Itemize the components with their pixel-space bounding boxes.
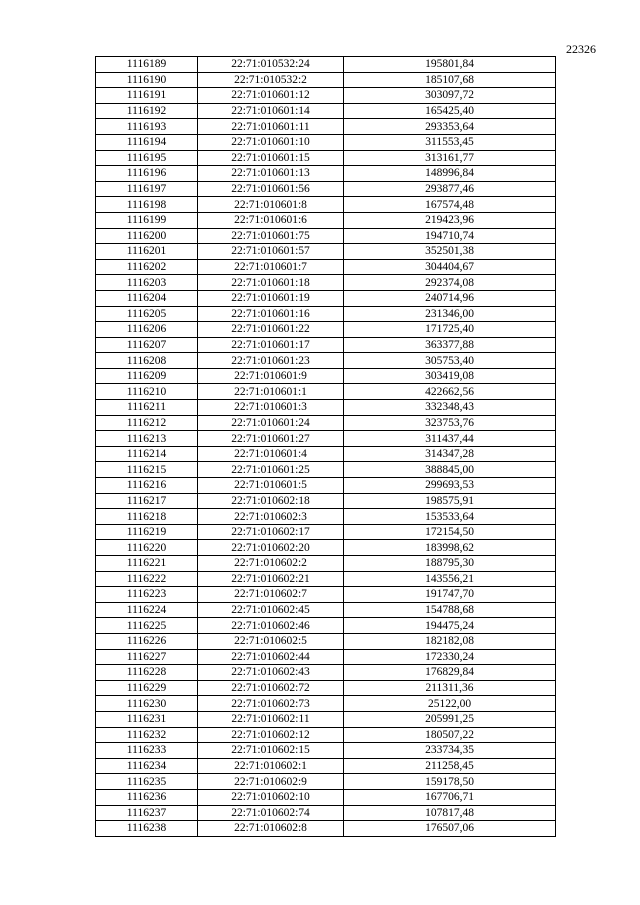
cadastral-number-cell: 22:71:010601:7 [198,259,344,275]
table-row [96,556,556,572]
row-number-cell: 1116217 [96,493,198,509]
row-number-cell: 1116226 [96,633,198,649]
cadastral-value-cell: 293877,46 [344,181,556,197]
table-row [96,322,556,338]
cadastral-number-cell: 22:71:010601:56 [198,181,344,197]
table-row [96,212,556,228]
cadastral-value-cell: 299693,53 [344,478,556,494]
row-number-cell: 1116222 [96,571,198,587]
cadastral-value-cell: 194475,24 [344,618,556,634]
cadastral-value-cell: 363377,88 [344,337,556,353]
cadastral-value-cell: 422662,56 [344,384,556,400]
cadastral-value-cell: 304404,67 [344,259,556,275]
table-row [96,743,556,759]
cadastral-number-cell: 22:71:010602:15 [198,743,344,759]
cadastral-value-cell: 154788,68 [344,602,556,618]
cadastral-number-cell: 22:71:010601:57 [198,244,344,260]
row-number-cell: 1116189 [96,57,198,73]
row-number-cell: 1116190 [96,72,198,88]
table-row [96,571,556,587]
row-number-cell: 1116200 [96,228,198,244]
row-number-cell: 1116193 [96,119,198,135]
table-row [96,633,556,649]
cadastral-value-cell: 352501,38 [344,244,556,260]
row-number-cell: 1116198 [96,197,198,213]
cadastral-value-cell: 303419,08 [344,368,556,384]
row-number-cell: 1116237 [96,805,198,821]
cadastral-value-cell: 25122,00 [344,696,556,712]
table-row [96,524,556,540]
table-row [96,696,556,712]
row-number-cell: 1116204 [96,290,198,306]
cadastral-value-cell: 171725,40 [344,322,556,338]
cadastral-number-cell: 22:71:010602:46 [198,618,344,634]
table-row [96,166,556,182]
cadastral-number-cell: 22:71:010602:18 [198,493,344,509]
cadastral-value-cell: 195801,84 [344,57,556,73]
cadastral-number-cell: 22:71:010601:5 [198,478,344,494]
cadastral-value-cell: 194710,74 [344,228,556,244]
cadastral-number-cell: 22:71:010602:11 [198,711,344,727]
cadastral-number-cell: 22:71:010601:1 [198,384,344,400]
table-row [96,353,556,369]
table-row [96,384,556,400]
row-number-cell: 1116230 [96,696,198,712]
cadastral-number-cell: 22:71:010601:9 [198,368,344,384]
cadastral-number-cell: 22:71:010601:75 [198,228,344,244]
cadastral-value-cell: 233734,35 [344,743,556,759]
cadastral-value-cell: 180507,22 [344,727,556,743]
cadastral-value-cell: 107817,48 [344,805,556,821]
table-row [96,789,556,805]
cadastral-value-cell: 182182,08 [344,633,556,649]
table-row [96,181,556,197]
cadastral-value-cell: 211258,45 [344,758,556,774]
row-number-cell: 1116235 [96,774,198,790]
table-row [96,665,556,681]
cadastral-number-cell: 22:71:010601:3 [198,400,344,416]
cadastral-number-cell: 22:71:010601:24 [198,415,344,431]
row-number-cell: 1116207 [96,337,198,353]
cadastral-value-cell: 323753,76 [344,415,556,431]
cadastral-value-cell: 153533,64 [344,509,556,525]
cadastral-number-cell: 22:71:010602:8 [198,821,344,837]
row-number-cell: 1116224 [96,602,198,618]
cadastral-number-cell: 22:71:010602:12 [198,727,344,743]
cadastral-value-table [95,56,556,837]
table-row [96,134,556,150]
cadastral-value-cell: 188795,30 [344,556,556,572]
cadastral-value-cell: 292374,08 [344,275,556,291]
cadastral-number-cell: 22:71:010601:12 [198,88,344,104]
cadastral-number-cell: 22:71:010532:24 [198,57,344,73]
row-number-cell: 1116206 [96,322,198,338]
table-row [96,727,556,743]
cadastral-number-cell: 22:71:010601:11 [198,119,344,135]
table-row [96,88,556,104]
cadastral-value-cell: 293353,64 [344,119,556,135]
cadastral-value-cell: 143556,21 [344,571,556,587]
cadastral-value-cell: 303097,72 [344,88,556,104]
table-row [96,774,556,790]
table-row [96,150,556,166]
row-number-cell: 1116229 [96,680,198,696]
cadastral-value-cell: 311437,44 [344,431,556,447]
table-row [96,540,556,556]
table-row [96,290,556,306]
row-number-cell: 1116225 [96,618,198,634]
cadastral-value-cell: 159178,50 [344,774,556,790]
row-number-cell: 1116194 [96,134,198,150]
table-row [96,711,556,727]
cadastral-value-cell: 388845,00 [344,462,556,478]
row-number-cell: 1116238 [96,821,198,837]
table-row [96,805,556,821]
row-number-cell: 1116196 [96,166,198,182]
cadastral-value-cell: 176507,06 [344,821,556,837]
row-number-cell: 1116219 [96,524,198,540]
cadastral-number-cell: 22:71:010602:45 [198,602,344,618]
cadastral-number-cell: 22:71:010532:2 [198,72,344,88]
cadastral-value-cell: 191747,70 [344,587,556,603]
cadastral-value-cell: 231346,00 [344,306,556,322]
row-number-cell: 1116201 [96,244,198,260]
cadastral-number-cell: 22:71:010601:14 [198,103,344,119]
cadastral-number-cell: 22:71:010601:8 [198,197,344,213]
cadastral-number-cell: 22:71:010602:72 [198,680,344,696]
cadastral-number-cell: 22:71:010602:43 [198,665,344,681]
row-number-cell: 1116232 [96,727,198,743]
cadastral-value-cell: 172154,50 [344,524,556,540]
cadastral-value-cell: 205991,25 [344,711,556,727]
table-row [96,493,556,509]
cadastral-value-cell: 240714,96 [344,290,556,306]
cadastral-value-cell: 183998,62 [344,540,556,556]
row-number-cell: 1116221 [96,556,198,572]
cadastral-value-cell: 176829,84 [344,665,556,681]
table-row [96,649,556,665]
row-number-cell: 1116228 [96,665,198,681]
row-number-cell: 1116191 [96,88,198,104]
table-row [96,275,556,291]
table-row [96,337,556,353]
cadastral-number-cell: 22:71:010601:6 [198,212,344,228]
table-row [96,680,556,696]
cadastral-value-cell: 165425,40 [344,103,556,119]
table-row [96,244,556,260]
cadastral-number-cell: 22:71:010601:10 [198,134,344,150]
row-number-cell: 1116215 [96,462,198,478]
cadastral-value-cell: 185107,68 [344,72,556,88]
table-row [96,103,556,119]
table-row [96,478,556,494]
cadastral-number-cell: 22:71:010601:17 [198,337,344,353]
table-row [96,72,556,88]
table-row [96,602,556,618]
cadastral-number-cell: 22:71:010601:27 [198,431,344,447]
cadastral-number-cell: 22:71:010602:9 [198,774,344,790]
table-row [96,228,556,244]
row-number-cell: 1116195 [96,150,198,166]
cadastral-number-cell: 22:71:010601:22 [198,322,344,338]
row-number-cell: 1116214 [96,446,198,462]
cadastral-number-cell: 22:71:010601:4 [198,446,344,462]
cadastral-number-cell: 22:71:010601:25 [198,462,344,478]
cadastral-number-cell: 22:71:010601:19 [198,290,344,306]
page-number: 22326 [566,42,596,56]
table-row [96,821,556,837]
cadastral-value-cell: 167706,71 [344,789,556,805]
row-number-cell: 1116208 [96,353,198,369]
table-row [96,431,556,447]
table-row [96,509,556,525]
cadastral-value-cell: 148996,84 [344,166,556,182]
table-row [96,446,556,462]
cadastral-number-cell: 22:71:010602:73 [198,696,344,712]
row-number-cell: 1116218 [96,509,198,525]
row-number-cell: 1116199 [96,212,198,228]
table-row [96,758,556,774]
cadastral-number-cell: 22:71:010602:20 [198,540,344,556]
cadastral-number-cell: 22:71:010602:2 [198,556,344,572]
cadastral-value-cell: 198575,91 [344,493,556,509]
row-number-cell: 1116233 [96,743,198,759]
row-number-cell: 1116223 [96,587,198,603]
row-number-cell: 1116236 [96,789,198,805]
cadastral-value-cell: 311553,45 [344,134,556,150]
table-row [96,306,556,322]
cadastral-number-cell: 22:71:010602:3 [198,509,344,525]
row-number-cell: 1116211 [96,400,198,416]
cadastral-number-cell: 22:71:010602:21 [198,571,344,587]
table-row [96,259,556,275]
cadastral-value-cell: 172330,24 [344,649,556,665]
cadastral-value-cell: 314347,28 [344,446,556,462]
cadastral-number-cell: 22:71:010601:18 [198,275,344,291]
row-number-cell: 1116209 [96,368,198,384]
cadastral-number-cell: 22:71:010602:17 [198,524,344,540]
row-number-cell: 1116203 [96,275,198,291]
row-number-cell: 1116231 [96,711,198,727]
cadastral-value-cell: 305753,40 [344,353,556,369]
cadastral-value-cell: 332348,43 [344,400,556,416]
row-number-cell: 1116227 [96,649,198,665]
table-row [96,587,556,603]
table-row [96,462,556,478]
cadastral-value-cell: 167574,48 [344,197,556,213]
table-row [96,119,556,135]
cadastral-number-cell: 22:71:010601:16 [198,306,344,322]
cadastral-number-cell: 22:71:010601:13 [198,166,344,182]
row-number-cell: 1116202 [96,259,198,275]
row-number-cell: 1116234 [96,758,198,774]
table-row [96,415,556,431]
table-row [96,197,556,213]
cadastral-number-cell: 22:71:010602:74 [198,805,344,821]
cadastral-number-cell: 22:71:010602:5 [198,633,344,649]
cadastral-number-cell: 22:71:010602:44 [198,649,344,665]
table-row [96,368,556,384]
cadastral-number-cell: 22:71:010601:15 [198,150,344,166]
cadastral-value-cell: 211311,36 [344,680,556,696]
cadastral-number-cell: 22:71:010601:23 [198,353,344,369]
cadastral-value-cell: 313161,77 [344,150,556,166]
table-row [96,57,556,73]
row-number-cell: 1116213 [96,431,198,447]
row-number-cell: 1116210 [96,384,198,400]
cadastral-number-cell: 22:71:010602:7 [198,587,344,603]
cadastral-number-cell: 22:71:010602:1 [198,758,344,774]
row-number-cell: 1116197 [96,181,198,197]
cadastral-number-cell: 22:71:010602:10 [198,789,344,805]
row-number-cell: 1116216 [96,478,198,494]
table-row [96,400,556,416]
table-body [96,57,556,837]
row-number-cell: 1116192 [96,103,198,119]
row-number-cell: 1116220 [96,540,198,556]
row-number-cell: 1116212 [96,415,198,431]
table-row [96,618,556,634]
cadastral-value-cell: 219423,96 [344,212,556,228]
row-number-cell: 1116205 [96,306,198,322]
